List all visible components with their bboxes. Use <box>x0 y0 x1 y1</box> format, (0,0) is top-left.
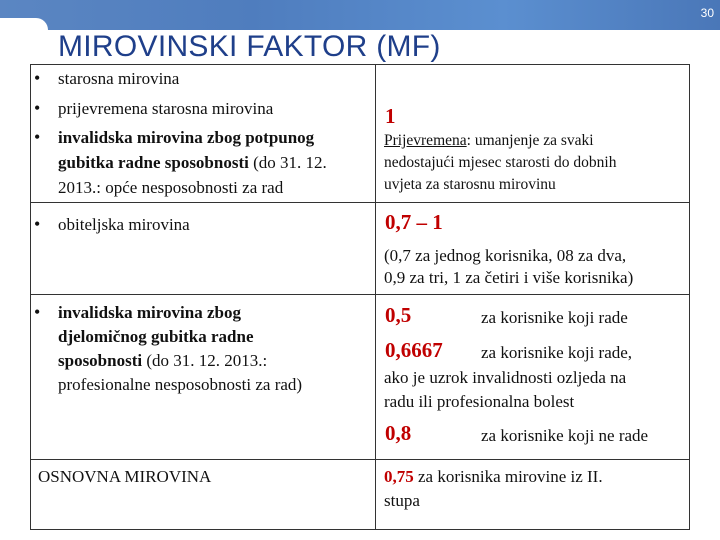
factor-note-line2: nedostajući mjesec starosti do dobnih <box>384 154 617 171</box>
factor-value: 1 <box>385 104 396 128</box>
factor-note-line1: (0,7 za jednog korisnika, 08 za dva, <box>384 246 627 265</box>
column-divider <box>375 64 376 530</box>
factor-note-line1 <box>384 131 594 151</box>
pension-type-label: invalidska mirovina zbog <box>58 303 241 322</box>
factor-note-b-line2: ako je uzrok invalidnosti ozljeda na <box>384 368 627 387</box>
pension-type-label-line3: 2013.: opće nesposobnosti za rad <box>58 178 284 197</box>
slide-title: MIROVINSKI FAKTOR (MF) <box>58 30 441 63</box>
factor-value-b: 0,6667 <box>385 338 443 362</box>
header-bar <box>0 0 720 30</box>
pension-type-date-part: (do 31. 12. <box>248 153 327 172</box>
bullet-icon: • <box>34 127 41 147</box>
pension-type-label-line3 <box>58 350 267 372</box>
bullet-icon: • <box>34 302 41 322</box>
factor-note-label: Prijevremena <box>384 132 467 149</box>
bullet-icon: • <box>34 98 41 118</box>
factor-note-line3: uvjeta za starosnu mirovinu <box>384 176 556 193</box>
factor-note-b-line3: radu ili profesionalna bolest <box>384 392 575 411</box>
header-bar-cutout <box>0 18 48 30</box>
factor-note-b: za korisnike koji rade, <box>481 343 633 362</box>
pension-type-label-line4: profesionalne nesposobnosti za rad) <box>58 375 303 394</box>
pension-type-label: starosna mirovina <box>58 69 180 88</box>
pension-type-date-part: (do 31. 12. 2013.: <box>142 351 268 370</box>
factor-value-a: 0,5 <box>385 303 412 327</box>
pension-type-bold-part: gubitka radne sposobnosti <box>58 153 249 172</box>
factor-note-a: za korisnike koji rade <box>481 308 628 327</box>
pension-type-label: invalidska mirovina zbog potpunog <box>58 128 315 147</box>
factor-value-c: 0,8 <box>385 421 412 445</box>
factor-value: 0,7 – 1 <box>385 210 443 234</box>
pension-type-label-line2 <box>58 152 327 174</box>
page-number: 30 <box>700 6 714 20</box>
factor-note-line2: 0,9 za tri, 1 za četiri i više korisnika) <box>384 268 634 287</box>
factor-note-line1 <box>384 466 603 488</box>
pension-type-label-line2: djelomičnog gubitka radne <box>58 327 254 346</box>
basic-pension-label: OSNOVNA MIROVINA <box>38 467 212 486</box>
factor-note-c: za korisnike koji ne rade <box>481 426 649 445</box>
bullet-icon: • <box>34 68 41 88</box>
factor-note-text: za korisnika mirovine iz II. <box>413 467 603 486</box>
pension-type-label: obiteljska mirovina <box>58 215 190 234</box>
row-divider-2 <box>30 294 690 295</box>
pension-type-label: prijevremena starosna mirovina <box>58 99 274 118</box>
pension-type-bold-part: sposobnosti <box>58 351 143 370</box>
row-divider-3 <box>30 459 690 460</box>
row-divider-1 <box>30 202 690 203</box>
bullet-icon: • <box>34 214 41 234</box>
factor-note-rest: : umanjenje za svaki <box>466 132 594 149</box>
factor-value: 0,75 <box>384 467 414 486</box>
factor-note-line2: stupa <box>384 491 420 510</box>
